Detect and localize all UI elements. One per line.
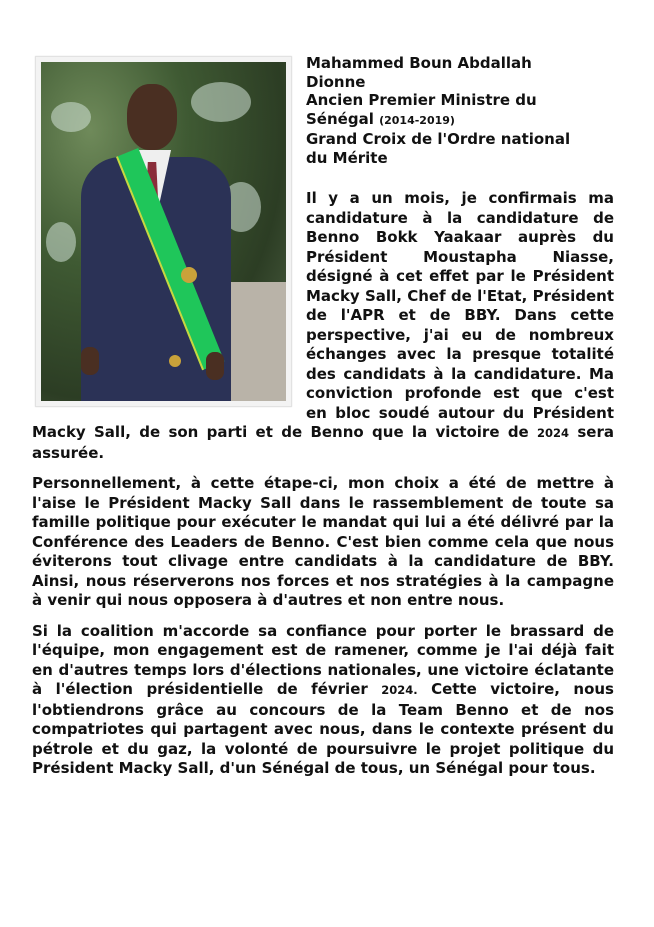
paragraph-3-text-end: Cette victoire, nous l'obtiendrons grâce au concours de la Team Benno et de nos compatriotes qui partagent avec nous, dans le contexte présent du pétrole et du gaz, la volonté de poursuivre le projet politique du Président Macky Sall, d'un Sénégal de tous, un Sénégal pour tous. xyxy=(32,680,614,777)
paragraph-1-year: 2024 xyxy=(537,426,570,440)
author-name-line2: Dionne xyxy=(306,72,366,91)
paragraph-1-text: Il y a un mois, je confirmais ma candidature à la candidature de Benno Bokk Yaakaar auprès du Président Moustapha Niasse, désigné à cet effet par le Président Macky Sall, Chef de l'Etat, Président de l'APR et de BBY. Dans cette perspective, j'ai eu de nombreux échanges avec la presque totalité des candidats à la candidature. Ma conviction profonde est que c'est en bloc soudé autour du Président Macky Sall, de son parti et de Benno que la victoire de xyxy=(32,189,614,441)
author-name-line1: Mahammed Boun Abdallah xyxy=(306,54,532,72)
paragraph-3-text: Si la coalition m'accorde sa confiance pour porter le brassard de l'équipe, mon engagement est de ramener, comme je l'ai déjà fait en d'autres temps lors d'élections nationales, une victoire éclatante à l'élection présidentielle de février xyxy=(32,621,614,698)
statement-document xyxy=(32,54,614,790)
paragraph-3-year: 2024. xyxy=(381,683,418,697)
portrait-photo-frame xyxy=(35,56,292,407)
paragraph-1-text-end: sera assurée. xyxy=(32,423,614,462)
author-title-line1: Ancien Premier Ministre du xyxy=(306,91,537,109)
paragraph-2: Personnellement, à cette étape-ci, mon choix a été de mettre à l'aise le Président Macky Sall dans le rassemblement de toute sa famille politique pour exécuter le mandat qui lui a été délivré par la Conférence des Leaders de Benno. C'est bien comme cela que nous éviterons tout clivage entre candidats à la candidature de BBY. Ainsi, nous réserverons nos forces et nos stratégies à la campagne à venir qui nous opposera à d'autres et non entre nous. xyxy=(32,474,614,609)
term-years: (2014-2019) xyxy=(379,113,455,127)
portrait-photo xyxy=(41,62,286,401)
author-honor-line2: du Mérite xyxy=(306,148,388,167)
author-honor-line1: Grand Croix de l'Ordre national xyxy=(306,130,571,148)
paragraph-3 xyxy=(32,622,614,779)
country: Sénégal xyxy=(306,109,374,128)
